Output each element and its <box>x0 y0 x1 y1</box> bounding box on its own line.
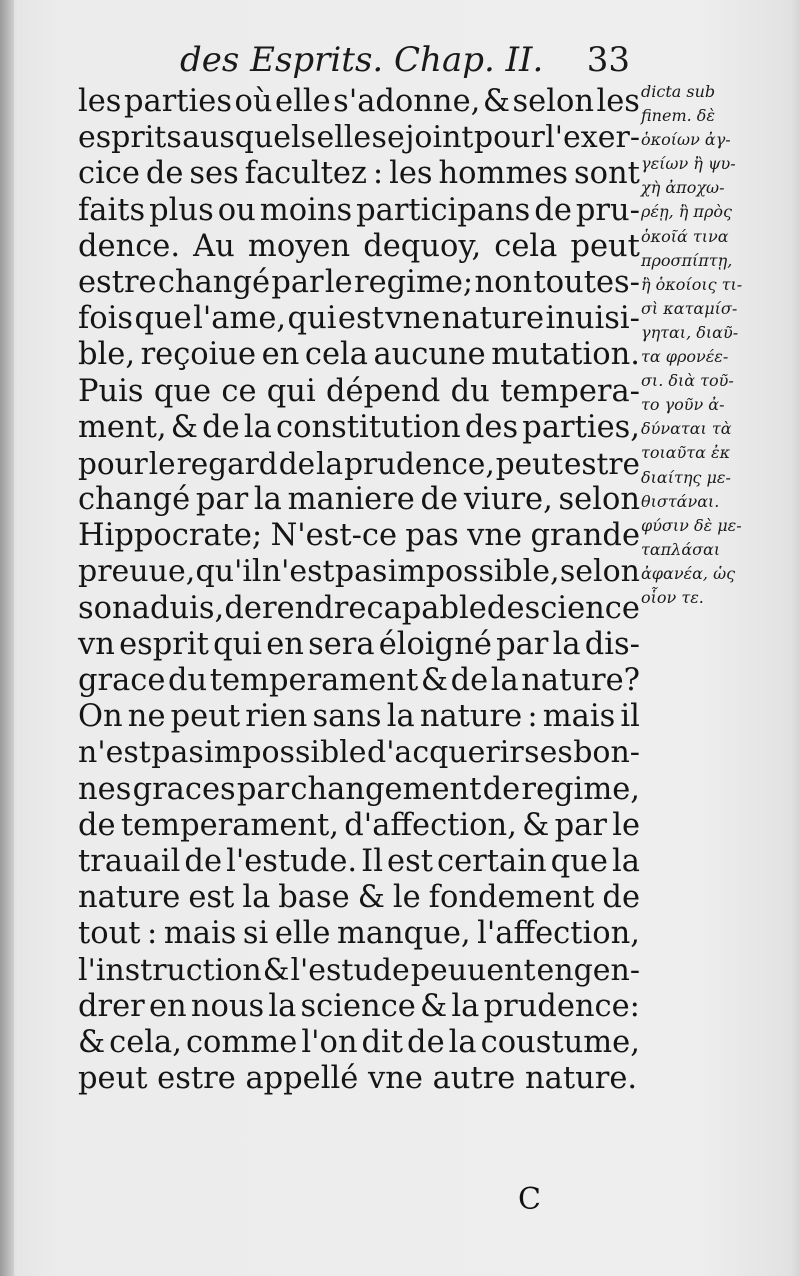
text-line: fois que l'ame, qui est vne nature inuisi- <box>78 301 640 337</box>
margin-note-line: φύσιν δὲ με- <box>641 515 742 535</box>
margin-note-line: ταπλάσαι <box>641 539 721 559</box>
margin-note-line: ρέῃ, ἢ πρὸς <box>641 202 732 222</box>
text-line: vn esprit qui en sera éloigné par la dis- <box>78 626 640 662</box>
text-line: nes graces par changement de regime, <box>78 771 640 807</box>
text-line: estre changé par le regime; non toutes- <box>78 264 640 300</box>
running-title: des Esprits. Chap. II. <box>180 40 544 80</box>
text-line: esprits ausquels elle se joint pour l'exer- <box>78 120 640 156</box>
text-line: n'est pas impossible d'acquerir ses bon- <box>78 735 640 771</box>
text-line: preuue, qu'il n'est pas impossible, selon <box>78 554 640 590</box>
text-line: changé par la maniere de viure, selon <box>78 482 640 518</box>
margin-note-line: ἀφανέα, ὡς <box>641 563 736 583</box>
text-line: On ne peut rien sans la nature : mais il <box>78 699 640 735</box>
text-line: pour le regard de la prudence, peut estre <box>78 446 640 481</box>
margin-note-line: γείων ἢ ψυ- <box>641 154 736 174</box>
margin-note-line: dicta sub <box>641 82 716 101</box>
margin-note-line: ὁκοῖά τινα <box>641 226 729 246</box>
margin-note-line: προσπίπτῃ, <box>641 250 733 270</box>
marginal-greek-note <box>641 80 771 610</box>
main-text-block <box>78 84 640 1097</box>
text-line: ble, reçoiue en cela aucune mutation. <box>78 337 640 373</box>
text-line: faits plus ou moins participans de pru- <box>78 192 640 228</box>
page-number: 33 <box>586 40 630 80</box>
text-line: Hippocrate; N'est-ce pas vne grande <box>78 518 640 554</box>
text-line: trauail de l'estude. Il est certain que la <box>78 843 640 879</box>
margin-note-line: finem. δὲ <box>641 106 716 126</box>
margin-note-line: τα φρονέε- <box>641 347 729 367</box>
margin-note-line: δύναται τὰ <box>641 419 732 439</box>
text-line: dence. Au moyen dequoy, cela peut <box>78 228 640 264</box>
margin-note-line: θιστάναι. <box>641 491 720 511</box>
text-line: l'instruction & l'estude peuuent engen- <box>78 952 640 988</box>
margin-note-line: ἢ ὁκοίοις τι- <box>641 274 743 294</box>
text-line: tout : mais si elle manque, l'affection, <box>78 916 640 952</box>
text-line: nature est la base & le fondement de <box>78 880 640 916</box>
margin-note-line: οἷον τε. <box>641 587 704 607</box>
running-header <box>180 36 640 88</box>
text-line: cice de ses facultez : les hommes sont <box>78 156 640 192</box>
text-line: drer en nous la science & la prudence: <box>78 988 640 1024</box>
signature-mark: C <box>518 1182 541 1217</box>
margin-note-line: χὴ ἀποχω- <box>641 178 725 198</box>
text-line: & cela, comme l'on dit de la coustume, <box>78 1024 640 1060</box>
text-line: Puis que ce qui dépend du tempera- <box>78 373 640 409</box>
text-line: les parties où elle s'adonne, & selon les <box>78 84 640 119</box>
margin-note-line: σι. διὰ τοῦ- <box>641 371 734 391</box>
text-line: peut estre appellé vne autre nature. <box>78 1061 638 1097</box>
text-line: ment, & de la constitution des parties, <box>78 409 640 445</box>
margin-note-line: γηται, διαῦ- <box>641 322 739 342</box>
text-line: son aduis, de rendre capable de science <box>78 590 640 626</box>
page-gutter-shadow <box>0 0 14 1276</box>
margin-note-line: διαίτης με- <box>641 467 731 487</box>
margin-note-line: το γοῦν ἀ- <box>641 395 725 415</box>
margin-note-line: τοιαῦτα ἐκ <box>641 443 731 463</box>
margin-note-line: σὶ καταμίσ- <box>641 298 738 318</box>
margin-note-line: ὁκοίων ἀγ- <box>641 130 731 150</box>
text-line: grace du temperament & de la nature? <box>78 663 640 698</box>
text-line: de temperament, d'affection, & par le <box>78 807 640 843</box>
